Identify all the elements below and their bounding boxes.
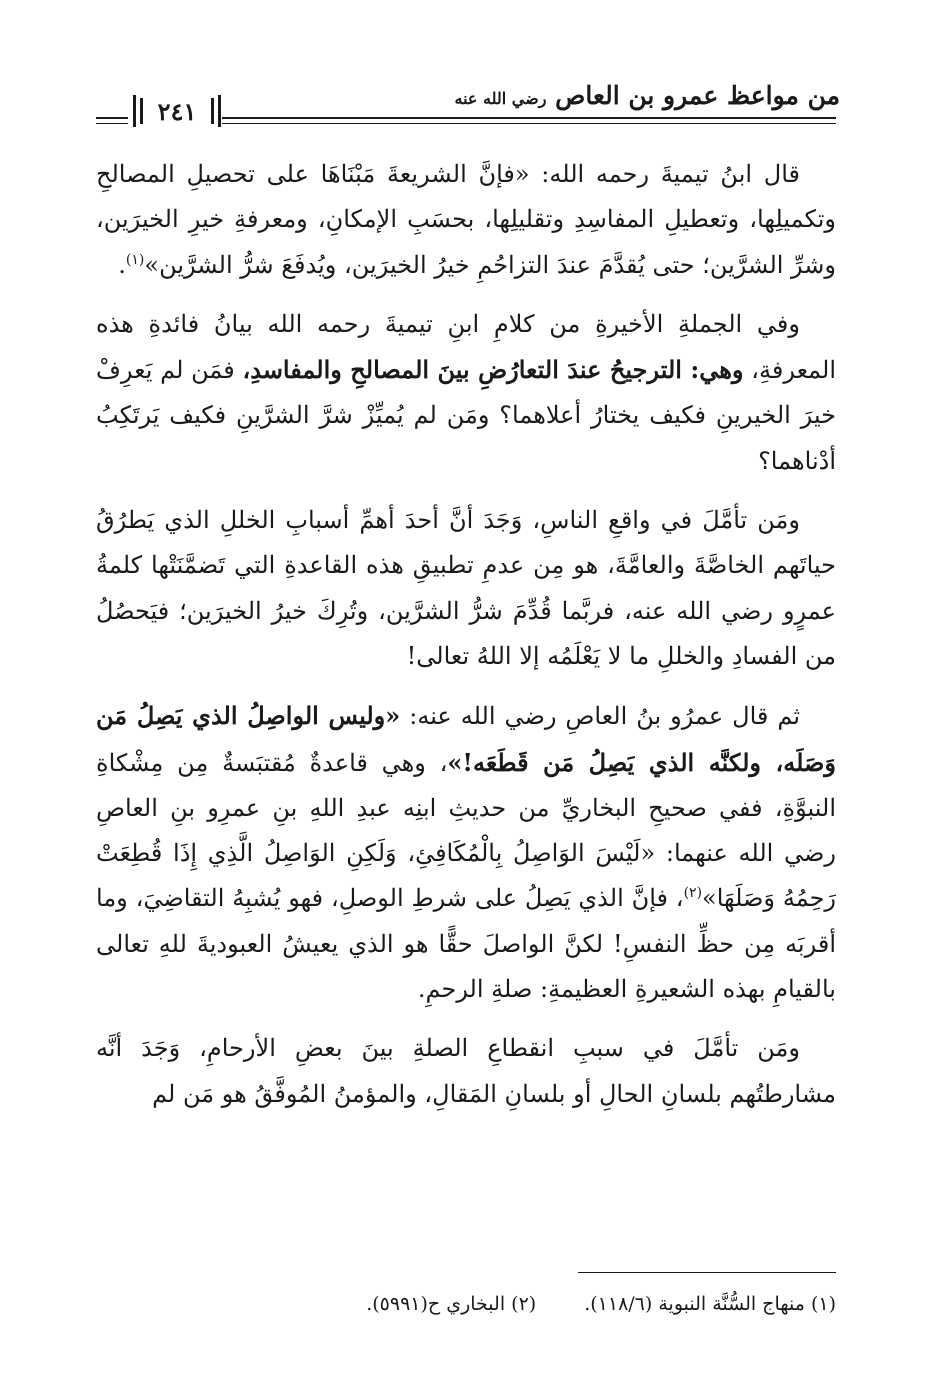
paragraph-5 (96, 1026, 836, 1117)
paragraph-2 (96, 302, 836, 484)
footnotes (96, 1290, 836, 1318)
paragraph-4-text-c: ، وهي قاعدةٌ مُقتبَسةٌ مِن مِشْكاةِ النبوَّةِ، ففي صحيحِ البخاريِّ من حديثِ ابنِه عبدِ اللهِ بنِ عمرِو بنِ العاصِ رضي الله عنهما: «لَيْسَ الوَاصِلُ بِالْمُكَافِئِ، وَلَكِنِ الوَاصِلُ الَّذِي إِذَا قُطِعَتْ رَحِمُهُ وَصَلَهَا» (96, 748, 836, 913)
header-rule-left-thin (96, 123, 128, 124)
paragraph-2-text-a: وفي الجملةِ الأخيرةِ من كلامِ ابنِ تيميةَ رحمه الله بيانُ فائدةِ هذه المعرفةِ، (96, 309, 837, 385)
paragraph-4-bold-quote: «وليس الواصِلُ الذي يَصِلُ مَن وَصَلَه، ولكنَّه الذي يَصِلُ مَن قَطَعَه!» (96, 701, 836, 777)
main-text (96, 152, 836, 1131)
paragraph-1 (96, 152, 836, 288)
footnote-ref-2[interactable]: (٢) (683, 885, 703, 902)
header-rule-right (222, 117, 836, 119)
paragraph-4-text-d: ، فإنَّ الذي يَصِلُ على شرطِ الوصلِ، فهو يُشبِهُ التقاضِيَ، وما أقربَه مِن حظِّ النفسِ! لكنَّ الواصلَ حقًّا هو الذي يعيشُ العبوديةَ للهِ تعالى بالقيامِ بهذه الشعيرةِ العظيمةِ: صلةِ الرحمِ. (96, 884, 836, 1004)
footnote-1: (١) منهاج السُّنَّة النبوية (١١٨/٦). (584, 1293, 836, 1315)
page-number: ٢٤١ (133, 95, 221, 127)
paragraph-3-text: ومَن تأمَّلَ في واقعِ الناسِ، وَجَدَ أنَّ أحدَ أهمِّ أسبابِ الخللِ الذي يَطرُقُ حياتَهم الخاصَّةَ والعامَّةَ، هو مِن عدمِ تطبيقِ هذه القاعدةِ التي تَضمَّنَتْها كلمةُ عمرٍو رضي الله عنه، فربَّما قُدِّمَ شرُّ الشرَّين، وتُرِكَ خيرُ الخيرَين؛ فيَحصُلُ من الفسادِ والخللِ ما لا يَعْلَمُه إلا اللهُ تعالى! (96, 506, 836, 670)
footnote-separator (578, 1272, 836, 1273)
header-rule-left (96, 117, 128, 119)
honorific-mark: رضي الله عنه (454, 89, 547, 108)
paragraph-4-text-a: ثم قال عمرُو بنُ العاصِ رضي الله عنه: (409, 702, 800, 731)
paragraph-1-end: . (118, 250, 126, 279)
paragraph-3 (96, 498, 836, 679)
paragraph-2-bold: وهي: الترجيحُ عندَ التعارُضِ بينَ المصالحِ والمفاسدِ، (242, 355, 744, 385)
running-title (280, 78, 840, 117)
footnote-ref-1[interactable]: (١) (125, 251, 145, 268)
paragraph-2-text-c: فمَن لم يَعرِفْ خيرَ الخيرينِ فكيف يختارُ أعلاهما؟ ومَن لم يُميِّزْ شرَّ الشرَّينِ فكيف يَرتَكِبُ أدْناهما؟ (96, 356, 836, 475)
paragraph-1-text: قال ابنُ تيميةَ رحمه الله: «فإنَّ الشريعةَ مَبْنَاهَا على تحصيلِ المصالحِ وتكميلِها، وتعطيلِ المفاسِدِ وتقليلِها، بحسَبِ الإمكانِ، ومعرفةِ خيرِ الخيرَين، وشرِّ الشرَّين؛ حتى يُقدَّمَ عندَ التزاحُمِ خيرُ الخيرَين، ويُدفَعَ شرُّ الشرَّين» (96, 160, 836, 279)
running-title-text: من مواعظ عمرو بن العاص (555, 81, 840, 110)
header-rule-right-thin (222, 123, 836, 124)
paragraph-5-text: ومَن تأمَّلَ في سببِ انقطاعِ الصلةِ بينَ بعضِ الأرحامِ، وَجَدَ أنَّه مشارطتُهم بلسانِ الحالِ أو بلسانِ المَقالِ، والمؤمنُ المُوفَّقُ هو مَن لم (96, 1034, 836, 1108)
footnote-2: (٢) البخاري ح(٥٩٩١). (366, 1293, 537, 1315)
paragraph-4 (96, 693, 836, 1012)
